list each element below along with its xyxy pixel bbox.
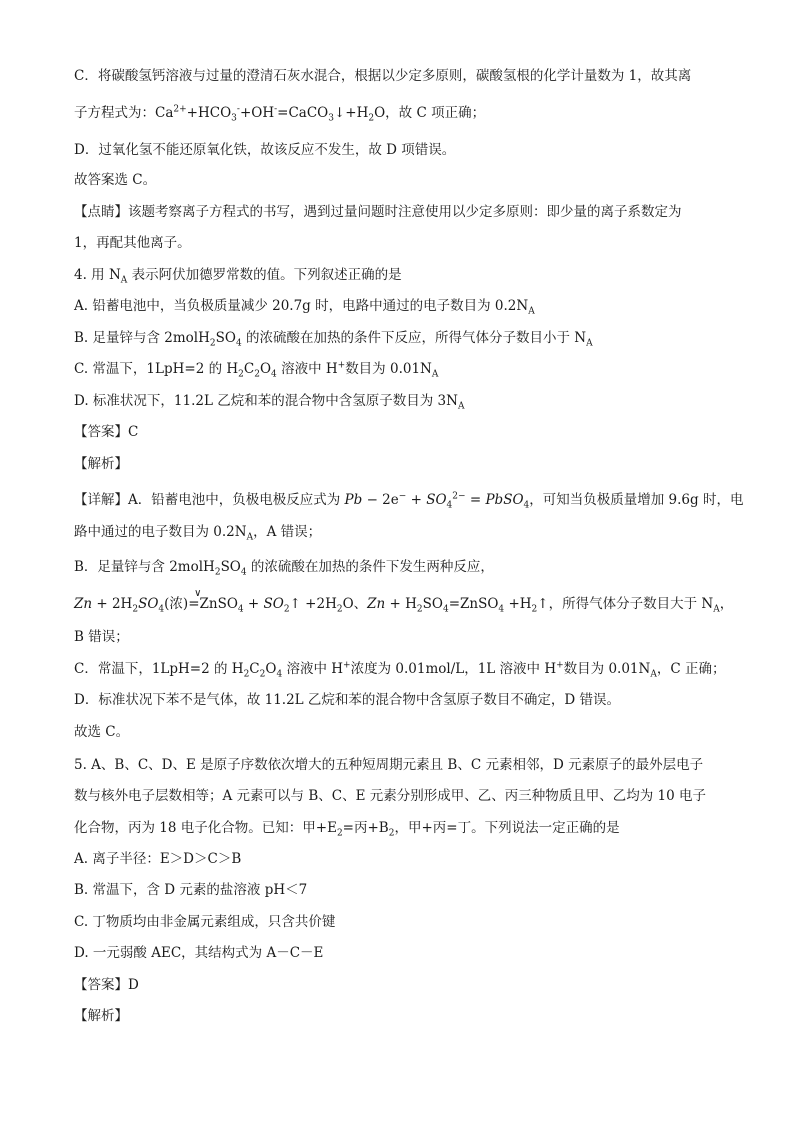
q4-option-b: B. 足量锌与含 $2molH_2SO_4$ 的浓硫酸在加热的条件下反应，所得气体分子数目小于 $N_A$ bbox=[74, 330, 593, 349]
detail-line7: D．标准状况下苯不是气体，故 11.2L 乙烷和苯的混合物中含氢原子数目不确定，D 错误。 bbox=[74, 692, 621, 708]
detail-line2: 路中通过的电子数目为 $0.2N_A$，A 错误； bbox=[74, 524, 322, 543]
q5-stem-line1: 5. A、B、C、D、E 是原子序数依次增大的五种短周期元素且 B、C 元素相邻，D 元素原子的最外层电子 bbox=[74, 757, 704, 773]
q5-analysis-heading: 【解析】 bbox=[74, 1008, 128, 1024]
q5-option-d: D. 一元弱酸 AEC，其结构式为 A－C－E bbox=[74, 945, 324, 961]
detail-conclusion: 故选 C。 bbox=[74, 724, 130, 740]
q5-stem-line2: 数与核外电子层数相等；A 元素可以与 B、C、E 元素分别形成甲、乙、丙三种物质且甲、乙均为 10 电子 bbox=[74, 788, 706, 804]
detail-line1: 【详解】A．铅蓄电池中，负极电极反应式为 $Pb - 2e^- + SO_4^{2-}$ = PbSO$_4$，可知当负极质量增加 9.6g 时，电 bbox=[74, 491, 744, 511]
q4-stem: 4. 用 $N_A$ 表示阿伏加德罗常数的值。下列叙述正确的是 bbox=[74, 267, 402, 286]
tip-line1: 【点睛】该题考察离子方程式的书写，遇到过量问题时注意使用以少定多原则：即少量的离子系数定为 bbox=[74, 204, 682, 220]
tip-line2: 1，再配其他离子。 bbox=[74, 235, 191, 251]
detail-line6: C．常温下，1LpH=2 的 $H_2C_2O_4$ 溶液中 H+浓度为 0.01mol/L，1L 溶液中 H+数目为 $0.01N_A$，C 正确； bbox=[74, 660, 726, 680]
q5-option-a: A. 离子半径：E＞D＞C＞B bbox=[74, 851, 242, 867]
detail-equation-line: $Zn + 2H_2SO_4$(浓) ∨ =ZnSO$_4$ + $SO_2↑ +2H_2O$、$Zn + H_2SO_4=ZnSO_4$ $+H_2↑$，所得气体分子数目大于 $N_A$， bbox=[74, 594, 720, 614]
q3-option-c-line2: 子方程式为：$Ca^{2+}+HCO_3^-+OH^-=CaCO_3↓+H_2O$，故 C 项正确； bbox=[74, 104, 486, 124]
q4-answer: 【答案】C bbox=[74, 424, 139, 440]
detail-line5: B 错误； bbox=[74, 629, 129, 645]
q3-option-d: D．过氧化氢不能还原氧化铁，故该反应不发生，故 D 项错误。 bbox=[74, 142, 456, 158]
q5-answer: 【答案】D bbox=[74, 977, 139, 993]
q5-option-b: B. 常温下，含 D 元素的盐溶液 pH＜7 bbox=[74, 882, 308, 898]
q5-option-c: C. 丁物质均由非金属元素组成，只含共价键 bbox=[74, 914, 336, 930]
q3-option-c-line1: C．将碳酸氢钙溶液与过量的澄清石灰水混合，根据以少定多原则，碳酸氢根的化学计量数为 1，故其离 bbox=[74, 68, 692, 84]
q4-analysis-heading: 【解析】 bbox=[74, 456, 128, 472]
heat-mark-icon: ∨ bbox=[194, 588, 202, 599]
q4-option-d: D. 标准状况下，11.2L 乙烷和苯的混合物中含氢原子数目为 $3N_A$ bbox=[74, 393, 465, 412]
detail-line3: B．足量锌与含 $2molH_2SO_4$ 的浓硫酸在加热的条件下发生两种反应， bbox=[74, 559, 494, 578]
q3-conclusion: 故答案选 C。 bbox=[74, 172, 157, 188]
q4-option-a: A. 铅蓄电池中，当负极质量减少 20.7g 时，电路中通过的电子数目为 $0.2N_A$ bbox=[74, 298, 535, 317]
q5-stem-line3: 化合物，丙为 18 电子化合物。已知：甲$+E_2=$丙$+B_2$，甲+丙=丁。下列说法一定正确的是 bbox=[74, 820, 620, 839]
q4-option-c: C. 常温下，1LpH=2 的 $H_2C_2O_4$ 溶液中 H+数目为 $0.01N_A$ bbox=[74, 360, 439, 380]
